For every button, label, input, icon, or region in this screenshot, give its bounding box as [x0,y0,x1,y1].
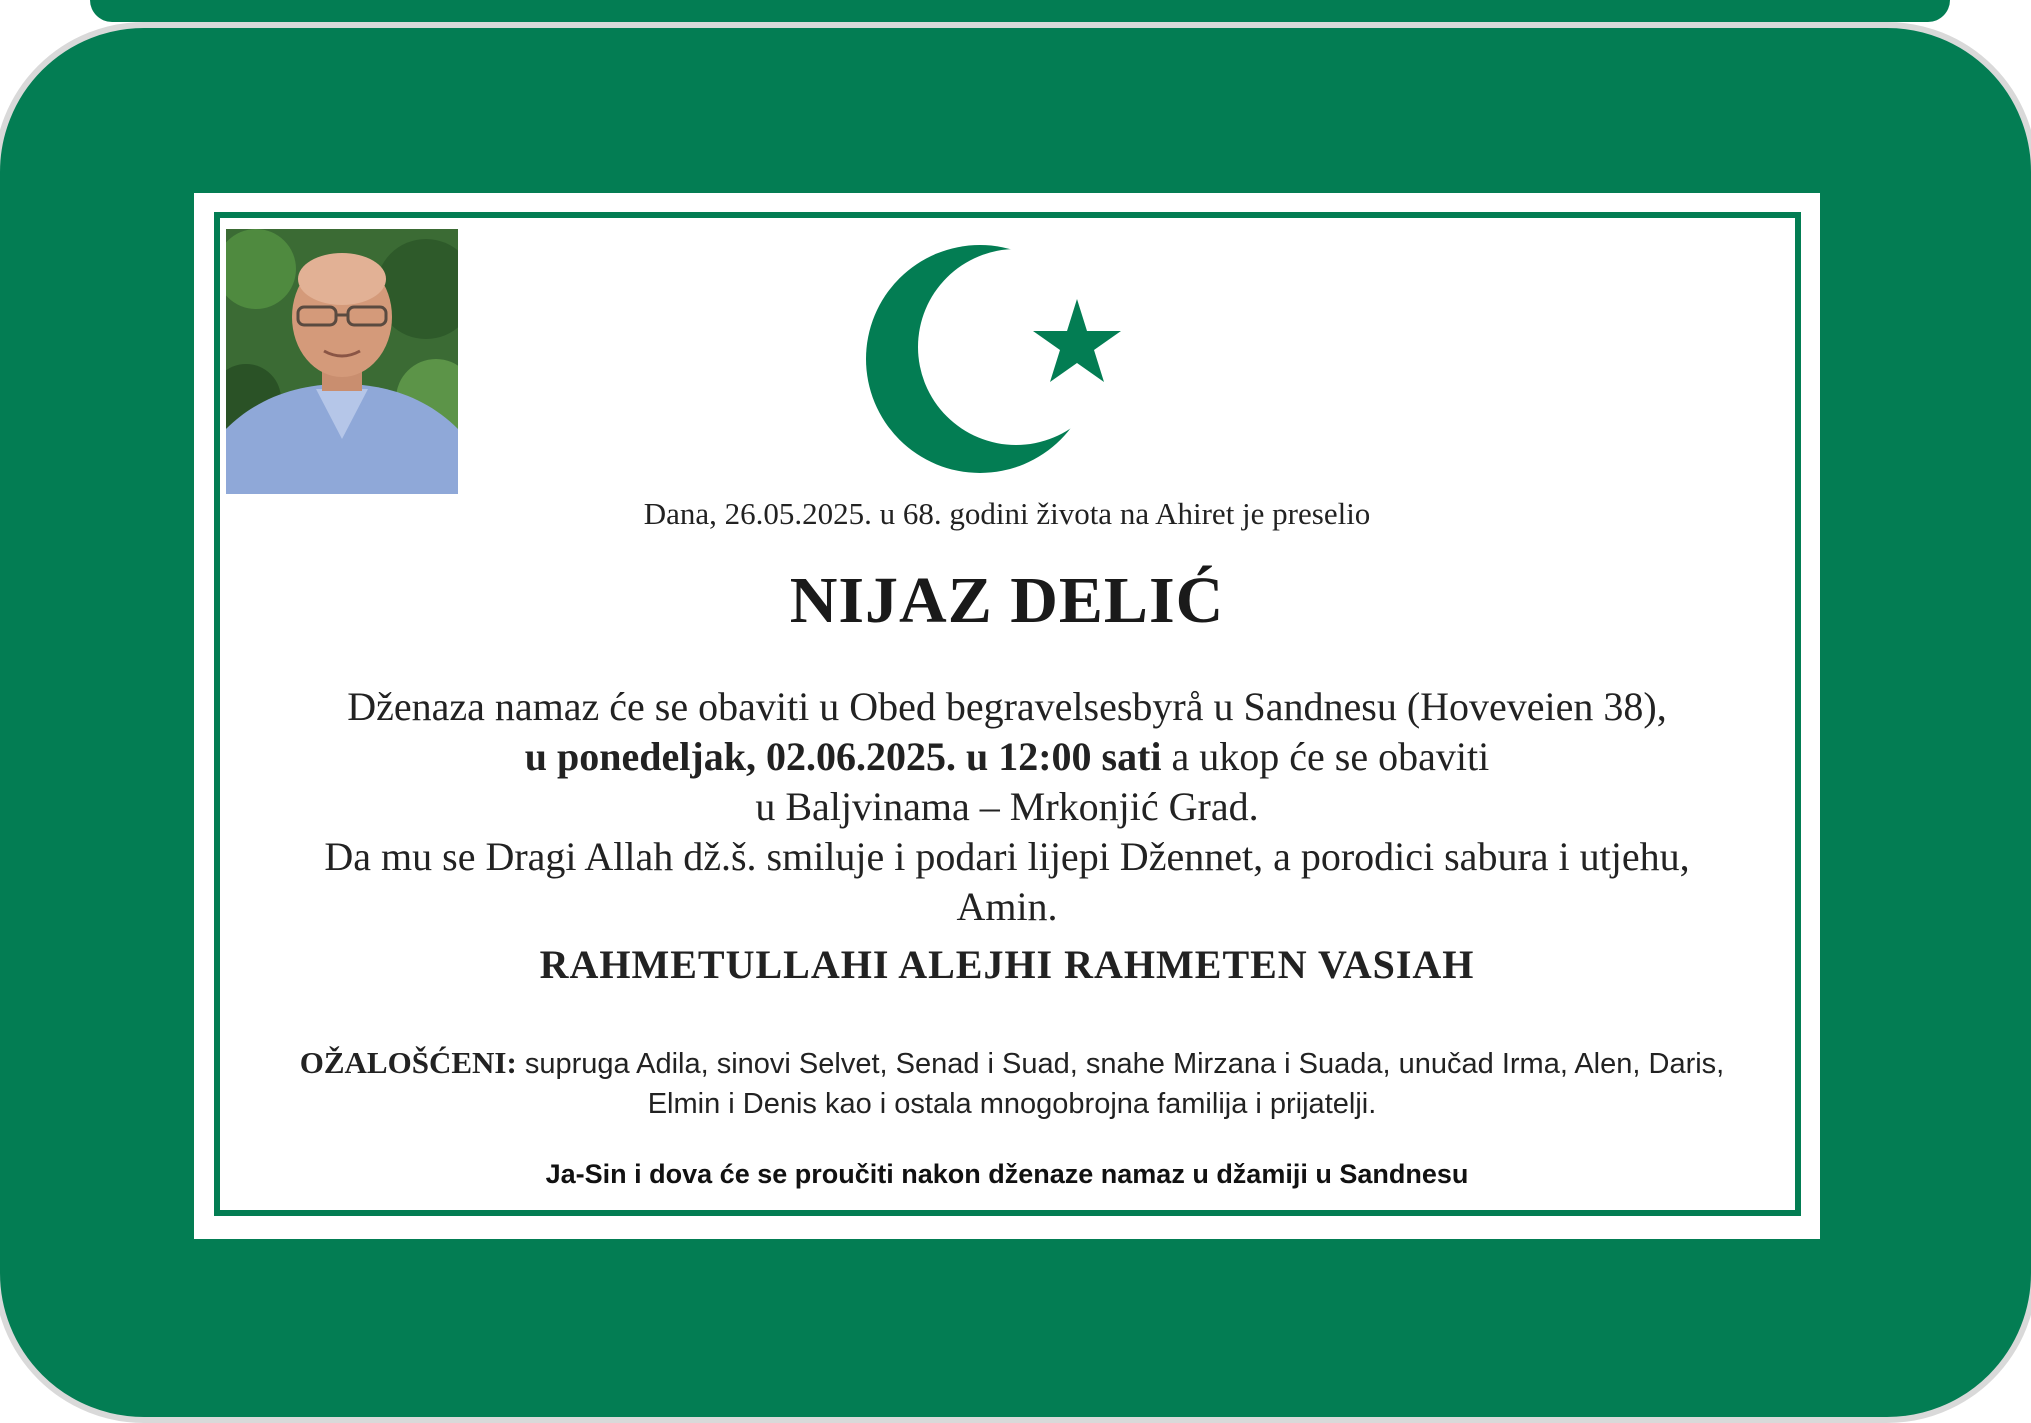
top-frame-strip [90,0,1950,22]
mourners-names-1: supruga Adila, sinovi Selvet, Senad i Suad, snahe Mirzana i Suada, unučad Irma, Alen, Daris, [524,1048,1725,1080]
funeral-prayer-text: Dženaza namaz će se obaviti u Obed begravelsesbyrå u Sandnesu (Hoveveien 38), [347,684,1667,729]
funeral-date-bold: u ponedeljak, 02.06.2025. u 12:00 sati [524,734,1162,779]
deceased-name: NIJAZ DELIĆ [789,564,1225,637]
footer-note: Ja-Sin i dova će se proučiti nakon dženaze namaz u džamiji u Sandnesu [545,1159,1469,1189]
rahmet-text: RAHMETULLAHI ALEJHI RAHMETEN VASIAH [539,942,1475,987]
obituary-card [194,193,1820,1239]
mourners-block [242,1043,1782,1124]
mourners-line-2: Elmin i Denis kao i ostala mnogobrojna familija i prijatelji. [647,1088,1377,1120]
mourners-label: OŽALOŠĆENI: [299,1045,517,1080]
funeral-date-text [194,733,1820,780]
burial-place-text: u Baljvinama – Mrkonjić Grad. [755,784,1259,829]
prayer-text: Da mu se Dragi Allah dž.š. smiluje i podari lijepi Džennet, a porodici sabura i utjehu, [324,834,1690,879]
crescent-and-star-icon [864,243,1134,475]
mourners-line-1 [242,1043,1782,1084]
amin-text: Amin. [956,884,1058,929]
burial-text: a ukop će se obaviti [1161,734,1490,779]
portrait-photo [226,229,458,494]
intro-text: Dana, 26.05.2025. u 68. godini života na Ahiret je preselio [643,496,1371,531]
